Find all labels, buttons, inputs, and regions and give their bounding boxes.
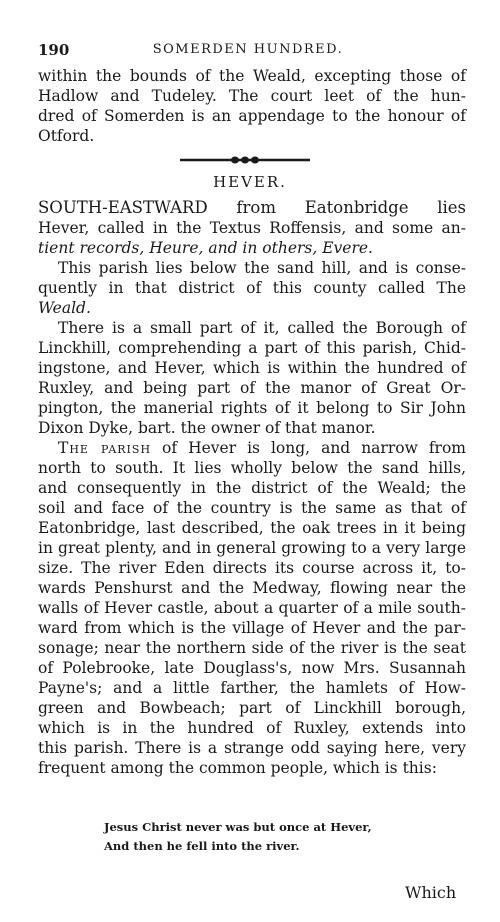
text-line: Ruxley, and being part of the manor of Great Or- [38,379,466,397]
catchword: Which [405,883,457,902]
text-line: sonage; near the northern side of the river is the seat [38,639,466,657]
text-fragment: of Hever is long, and narrow from [151,439,466,457]
text-line: Hever, called in the Textus Roffensis, and some an- [38,219,466,237]
running-title: SOMERDEN HUNDRED. [152,42,344,57]
text-line: This parish lies below the sand hill, and is conse- [58,259,466,277]
text-line: of Polebrooke, late Douglass's, now Mrs. Susannah [38,659,466,677]
text-line: frequent among the common people, which is this: [38,759,437,777]
text-line: Otford. [38,127,95,145]
text-line: walls of Hever castle, about a quarter of a mile south- [38,599,466,617]
section-title: HEVER. [213,173,287,191]
text-line: Linckhill, comprehending a part of this parish, Chid- [38,339,466,357]
text-line: Eatonbridge, last described, the oak trees in it being [38,519,466,537]
paragraph-borough [38,318,466,438]
text-line: wards Penshurst and the Medway, flowing near the [38,579,466,597]
text-line: Dixon Dyke, bart. the owner of that manor. [38,419,376,437]
paragraph-parish [38,258,466,318]
page-number: 190 [38,41,70,59]
text-line: There is a small part of it, called the Borough of [58,319,466,337]
text-line: within the bounds of the Weald, excepting those of [38,67,466,85]
text-line: soil and face of the country is the same as that of [38,499,466,517]
text-line: ingstone, and Hever, which is within the hundred of [38,359,466,377]
text-line [38,438,466,458]
verse-line: And then he fell into the river. [104,839,300,853]
text-line: quently in that district of this county called The [38,279,466,297]
text-line: and consequently in the district of the Weald; the [38,479,466,497]
page-header [38,38,458,62]
top-paragraph [38,66,466,146]
text-line: which is in the hundred of Ruxley, extends into [38,719,466,737]
text-line: in great plenty, and in general growing to a very large [38,539,466,557]
text-line: size. The river Eden directs its course across it, to- [38,559,466,577]
text-line: Payne's; and a little farther, the hamlets of How- [38,679,466,697]
text-line: tient records, Heure, and in others, Evere. [38,239,373,257]
lead-words: The parish [58,439,152,457]
text-line: this parish. There is a strange odd saying here, very [38,739,466,757]
text-line: ward from which is the village of Hever and the par- [38,619,466,637]
paragraph-description [38,438,466,778]
section-divider-ornament [180,155,310,165]
text-line: dred of Somerden is an appendage to the honour of [38,107,466,125]
verse-block [104,818,372,856]
text-line: Hadlow and Tudeley. The court leet of the hun- [38,87,466,105]
text-line: north to south. It lies wholly below the sand hills, [38,459,466,477]
text-line: Weald. [38,299,91,317]
verse-line: Jesus Christ never was but once at Hever, [104,820,372,834]
text-line: green and Bowbeach; part of Linckhill borough, [38,699,466,717]
text-line: SOUTH-EASTWARD from Eatonbridge lies [38,198,466,217]
text-line: pington, the manerial rights of it belong to Sir John [38,399,466,417]
paragraph-intro [38,198,466,258]
